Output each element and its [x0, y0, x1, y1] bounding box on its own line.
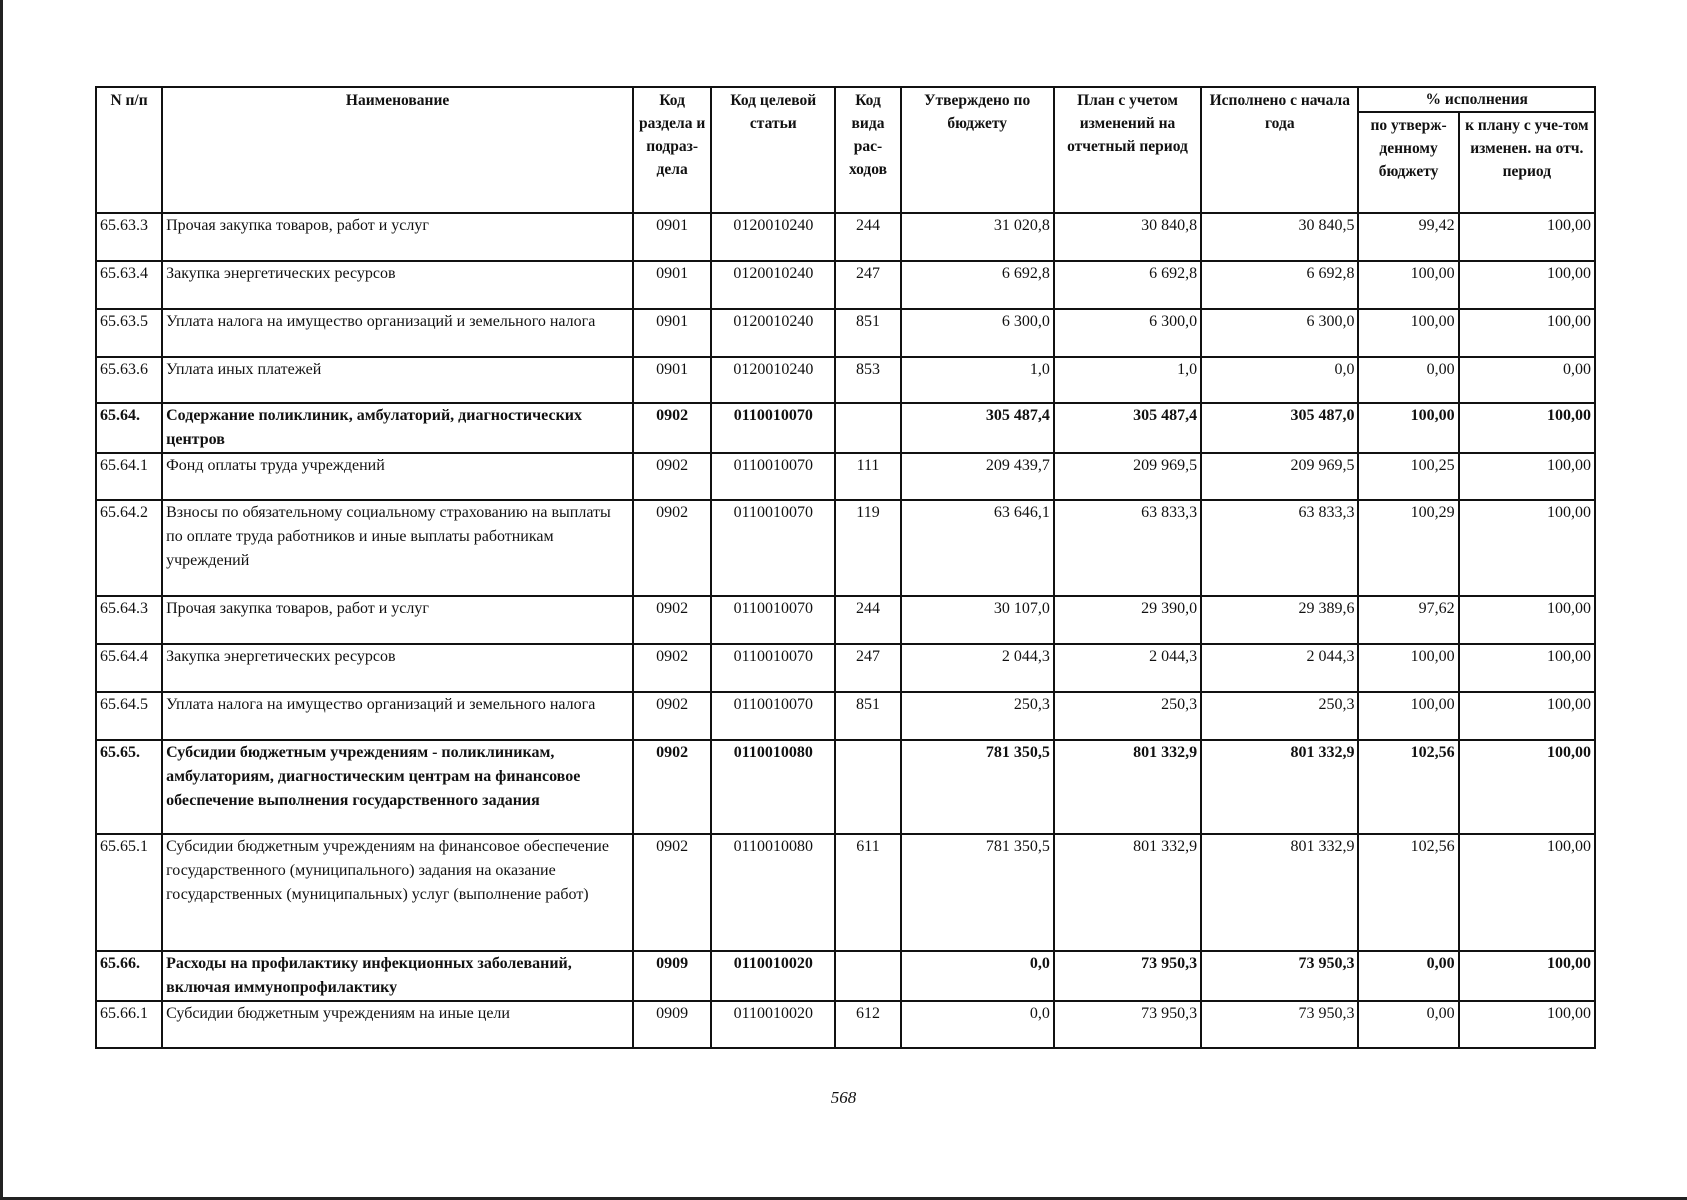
cell-target-code: 0110010080 [711, 740, 835, 834]
cell-executed: 30 840,5 [1201, 213, 1358, 261]
scan-edge-left [0, 0, 3, 1200]
cell-approved: 781 350,5 [901, 740, 1054, 834]
cell-approved: 2 044,3 [901, 644, 1054, 692]
cell-pct-approved: 97,62 [1358, 596, 1458, 644]
cell-name: Содержание поликлиник, амбулаторий, диагностических центров [162, 403, 633, 453]
cell-expense-code: 244 [835, 596, 900, 644]
cell-name: Уплата налога на имущество организаций и земельного налога [162, 692, 633, 740]
cell-plan: 29 390,0 [1054, 596, 1201, 644]
header-target-code: Код целевой статьи [711, 87, 835, 213]
cell-num: 65.66. [96, 951, 162, 1001]
cell-pct-plan: 100,00 [1459, 213, 1595, 261]
cell-plan: 305 487,4 [1054, 403, 1201, 453]
cell-name: Закупка энергетических ресурсов [162, 261, 633, 309]
cell-pct-approved: 100,29 [1358, 500, 1458, 596]
header-pct-group: % исполнения [1358, 87, 1595, 112]
cell-name: Уплата иных платежей [162, 357, 633, 403]
cell-pct-plan: 100,00 [1459, 951, 1595, 1001]
cell-executed: 209 969,5 [1201, 453, 1358, 500]
cell-pct-approved: 0,00 [1358, 357, 1458, 403]
cell-expense-code [835, 403, 900, 453]
cell-pct-plan: 100,00 [1459, 261, 1595, 309]
cell-section-code: 0909 [633, 951, 711, 1001]
cell-num: 65.65.1 [96, 834, 162, 951]
cell-plan: 209 969,5 [1054, 453, 1201, 500]
cell-pct-approved: 100,00 [1358, 692, 1458, 740]
cell-num: 65.63.6 [96, 357, 162, 403]
cell-executed: 73 950,3 [1201, 1001, 1358, 1048]
table-row [96, 309, 1595, 357]
cell-num: 65.64.1 [96, 453, 162, 500]
cell-section-code: 0901 [633, 357, 711, 403]
cell-num: 65.64.4 [96, 644, 162, 692]
cell-section-code: 0901 [633, 213, 711, 261]
cell-target-code: 0110010020 [711, 951, 835, 1001]
cell-num: 65.63.5 [96, 309, 162, 357]
header-section-code: Код раздела и подраз-дела [633, 87, 711, 213]
cell-target-code: 0120010240 [711, 357, 835, 403]
cell-pct-approved: 100,00 [1358, 644, 1458, 692]
table-row [96, 453, 1595, 500]
cell-section-code: 0902 [633, 740, 711, 834]
header-num: N п/п [96, 87, 162, 213]
header-expense-code: Код вида рас-ходов [835, 87, 900, 213]
cell-section-code: 0902 [633, 834, 711, 951]
table-row [96, 951, 1595, 1001]
cell-pct-approved: 102,56 [1358, 740, 1458, 834]
table-row [96, 834, 1595, 951]
cell-pct-plan: 0,00 [1459, 357, 1595, 403]
cell-approved: 30 107,0 [901, 596, 1054, 644]
cell-target-code: 0110010020 [711, 1001, 835, 1048]
cell-pct-approved: 0,00 [1358, 1001, 1458, 1048]
cell-expense-code: 111 [835, 453, 900, 500]
cell-pct-approved: 102,56 [1358, 834, 1458, 951]
cell-plan: 250,3 [1054, 692, 1201, 740]
cell-num: 65.64.2 [96, 500, 162, 596]
cell-approved: 1,0 [901, 357, 1054, 403]
cell-pct-plan: 100,00 [1459, 692, 1595, 740]
cell-pct-plan: 100,00 [1459, 500, 1595, 596]
table-row [96, 500, 1595, 596]
cell-pct-plan: 100,00 [1459, 453, 1595, 500]
cell-target-code: 0110010070 [711, 453, 835, 500]
cell-approved: 6 692,8 [901, 261, 1054, 309]
cell-num: 65.64.3 [96, 596, 162, 644]
cell-target-code: 0120010240 [711, 213, 835, 261]
cell-name: Субсидии бюджетным учреждениям - поликлиникам, амбулаториям, диагностическим центрам на финансовое обеспечение выполнения государственного задания [162, 740, 633, 834]
cell-expense-code: 611 [835, 834, 900, 951]
cell-pct-plan: 100,00 [1459, 1001, 1595, 1048]
cell-approved: 0,0 [901, 1001, 1054, 1048]
cell-pct-plan: 100,00 [1459, 309, 1595, 357]
cell-name: Закупка энергетических ресурсов [162, 644, 633, 692]
cell-num: 65.63.3 [96, 213, 162, 261]
cell-pct-approved: 0,00 [1358, 951, 1458, 1001]
cell-plan: 6 300,0 [1054, 309, 1201, 357]
cell-executed: 6 692,8 [1201, 261, 1358, 309]
cell-executed: 29 389,6 [1201, 596, 1358, 644]
cell-executed: 6 300,0 [1201, 309, 1358, 357]
cell-executed: 250,3 [1201, 692, 1358, 740]
cell-pct-plan: 100,00 [1459, 403, 1595, 453]
cell-name: Уплата налога на имущество организаций и земельного налога [162, 309, 633, 357]
cell-approved: 305 487,4 [901, 403, 1054, 453]
cell-pct-approved: 100,00 [1358, 403, 1458, 453]
cell-section-code: 0902 [633, 453, 711, 500]
cell-pct-plan: 100,00 [1459, 834, 1595, 951]
cell-section-code: 0902 [633, 692, 711, 740]
cell-section-code: 0902 [633, 500, 711, 596]
cell-name: Расходы на профилактику инфекционных заболеваний, включая иммунопрофилактику [162, 951, 633, 1001]
cell-plan: 801 332,9 [1054, 834, 1201, 951]
cell-target-code: 0110010070 [711, 500, 835, 596]
cell-plan: 63 833,3 [1054, 500, 1201, 596]
table-row [96, 403, 1595, 453]
header-pct-approved: по утверж-денному бюджету [1358, 112, 1458, 213]
cell-target-code: 0110010080 [711, 834, 835, 951]
table-row [96, 1001, 1595, 1048]
cell-expense-code [835, 740, 900, 834]
header-executed: Исполнено с начала года [1201, 87, 1358, 213]
cell-num: 65.63.4 [96, 261, 162, 309]
header-approved: Утверждено по бюджету [901, 87, 1054, 213]
cell-plan: 6 692,8 [1054, 261, 1201, 309]
cell-target-code: 0110010070 [711, 644, 835, 692]
cell-expense-code: 612 [835, 1001, 900, 1048]
cell-approved: 209 439,7 [901, 453, 1054, 500]
cell-section-code: 0902 [633, 644, 711, 692]
cell-expense-code: 853 [835, 357, 900, 403]
cell-num: 65.64.5 [96, 692, 162, 740]
cell-executed: 305 487,0 [1201, 403, 1358, 453]
cell-expense-code: 851 [835, 309, 900, 357]
cell-expense-code: 119 [835, 500, 900, 596]
cell-approved: 781 350,5 [901, 834, 1054, 951]
cell-executed: 801 332,9 [1201, 834, 1358, 951]
cell-section-code: 0909 [633, 1001, 711, 1048]
cell-num: 65.66.1 [96, 1001, 162, 1048]
cell-pct-plan: 100,00 [1459, 740, 1595, 834]
header-plan: План с учетом изменений на отчетный период [1054, 87, 1201, 213]
cell-pct-plan: 100,00 [1459, 596, 1595, 644]
table-row [96, 261, 1595, 309]
table-row [96, 740, 1595, 834]
budget-execution-table [95, 86, 1596, 1049]
cell-name: Прочая закупка товаров, работ и услуг [162, 596, 633, 644]
cell-approved: 0,0 [901, 951, 1054, 1001]
table-row [96, 644, 1595, 692]
cell-pct-plan: 100,00 [1459, 644, 1595, 692]
table-row [96, 596, 1595, 644]
cell-section-code: 0901 [633, 261, 711, 309]
cell-pct-approved: 100,25 [1358, 453, 1458, 500]
cell-expense-code: 247 [835, 261, 900, 309]
cell-approved: 6 300,0 [901, 309, 1054, 357]
cell-name: Субсидии бюджетным учреждениям на иные цели [162, 1001, 633, 1048]
cell-target-code: 0110010070 [711, 403, 835, 453]
cell-plan: 801 332,9 [1054, 740, 1201, 834]
table-body [96, 213, 1595, 1048]
cell-pct-approved: 99,42 [1358, 213, 1458, 261]
cell-executed: 0,0 [1201, 357, 1358, 403]
cell-name: Субсидии бюджетным учреждениям на финансовое обеспечение государственного (муниципального) задания на оказание государственных (муниципальных) услуг (выполнение работ) [162, 834, 633, 951]
cell-section-code: 0902 [633, 403, 711, 453]
table-row [96, 213, 1595, 261]
cell-executed: 73 950,3 [1201, 951, 1358, 1001]
cell-expense-code [835, 951, 900, 1001]
cell-name: Взносы по обязательному социальному страхованию на выплаты по оплате труда работников и иные выплаты работникам учреждений [162, 500, 633, 596]
cell-target-code: 0110010070 [711, 692, 835, 740]
header-name: Наименование [162, 87, 633, 213]
table-header [96, 87, 1595, 213]
cell-target-code: 0110010070 [711, 596, 835, 644]
cell-target-code: 0120010240 [711, 309, 835, 357]
cell-plan: 73 950,3 [1054, 951, 1201, 1001]
table-row [96, 692, 1595, 740]
cell-approved: 31 020,8 [901, 213, 1054, 261]
cell-executed: 2 044,3 [1201, 644, 1358, 692]
cell-executed: 801 332,9 [1201, 740, 1358, 834]
header-pct-plan: к плану с уче-том изменен. на отч. период [1459, 112, 1595, 213]
cell-pct-approved: 100,00 [1358, 261, 1458, 309]
cell-plan: 1,0 [1054, 357, 1201, 403]
cell-plan: 73 950,3 [1054, 1001, 1201, 1048]
cell-name: Фонд оплаты труда учреждений [162, 453, 633, 500]
cell-section-code: 0901 [633, 309, 711, 357]
cell-expense-code: 247 [835, 644, 900, 692]
cell-pct-approved: 100,00 [1358, 309, 1458, 357]
cell-num: 65.65. [96, 740, 162, 834]
cell-target-code: 0120010240 [711, 261, 835, 309]
cell-executed: 63 833,3 [1201, 500, 1358, 596]
cell-num: 65.64. [96, 403, 162, 453]
page-number: 568 [830, 1088, 857, 1107]
cell-plan: 2 044,3 [1054, 644, 1201, 692]
cell-name: Прочая закупка товаров, работ и услуг [162, 213, 633, 261]
cell-plan: 30 840,8 [1054, 213, 1201, 261]
cell-expense-code: 851 [835, 692, 900, 740]
cell-approved: 250,3 [901, 692, 1054, 740]
cell-expense-code: 244 [835, 213, 900, 261]
table-row [96, 357, 1595, 403]
cell-section-code: 0902 [633, 596, 711, 644]
cell-approved: 63 646,1 [901, 500, 1054, 596]
